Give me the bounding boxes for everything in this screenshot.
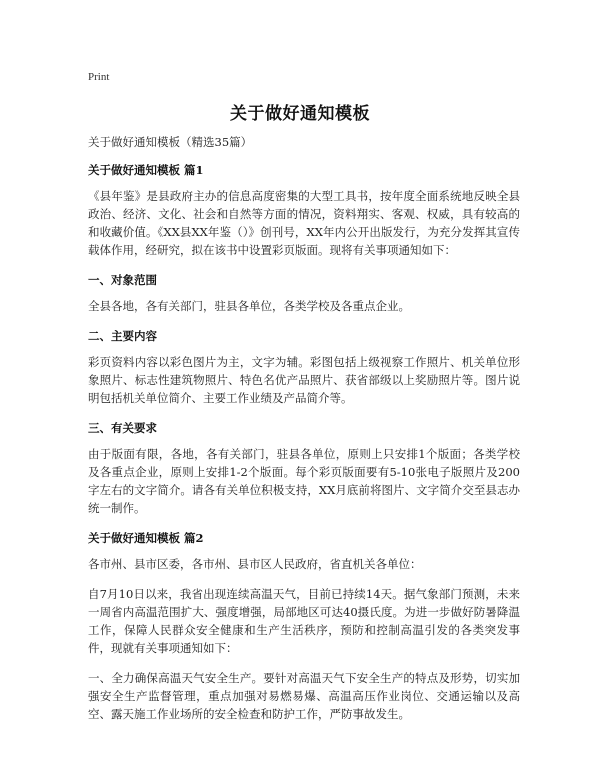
- article-paragraph: 自7月10日以来，我省出现连续高温天气，目前已持续14天。据气象部门预测，未来一周省内高温范围扩大、强度增强，局部地区可达40摄氏度。为进一步做好防暑降温工作，保障人民群众安全健康和生产生活秩序，预防和控制高温引发的各类突发事件，现就有关事项通知如下：: [88, 587, 520, 655]
- article-paragraph: 一、全力确保高温天气安全生产。要针对高温天气下安全生产的特点及形势，切实加强安全生产监督管理，重点加强对易燃易爆、高温高压作业岗位、交通运输以及高空、露天施工作业场所的安全检查和防护工作，严防事故发生。: [88, 671, 520, 721]
- article-heading: 关于做好通知模板 篇1: [88, 163, 204, 177]
- section-text-content: 彩页资料内容以彩色图片为主，文字为辅。彩图包括上级视察工作照片、机关单位形象照片、标志性建筑物照片、特色名优产品照片、获省部级以上奖励照片等。图片说明包括机关单位简介、主要工作业绩及产品简介等。: [88, 355, 520, 405]
- article-intro: 《县年鉴》是县政府主办的信息高度密集的大型工具书，按年度全面系统地反映全县政治、经济、文化、社会和自然等方面的情况，资料翔实、客观、权威，具有较高的和收藏价值。《XX县XX年鉴（）》创刊号，XX年内公开出版发行，为充分发挥其宣传载体作用，经研究，拟在该书中设置彩页版面。现将有关事项通知如下：: [88, 189, 520, 257]
- article-1: [88, 161, 520, 517]
- section-heading-requirements: 三、有关要求: [88, 421, 157, 435]
- article-heading: 关于做好通知模板 篇2: [88, 531, 204, 545]
- article-paragraph: 各市州、县市区委，各市州、县市区人民政府，省直机关各单位：: [88, 557, 422, 571]
- section-text-requirements: 由于版面有限，各地，各有关部门，驻县各单位，原则上只安排1个版面；各类学校及各重点企业，原则上安排1-2个版面。每个彩页版面要有5-10张电子版照片及200字左右的文字简介。请各有关单位积极支持，XX月底前将图片、文字简介交至县志办统一制作。: [88, 447, 520, 515]
- article-2: [88, 529, 520, 723]
- section-text-scope: 全县各地，各有关部门，驻县各单位，各类学校及各重点企业。: [88, 299, 410, 313]
- section-heading-scope: 一、对象范围: [88, 273, 157, 287]
- document-subtitle: 关于做好通知模板（精选35篇）: [88, 135, 253, 149]
- page-title: 关于做好通知模板: [230, 104, 370, 124]
- print-label[interactable]: Print: [88, 71, 110, 83]
- section-heading-content: 二、主要内容: [88, 329, 157, 343]
- document-body: [88, 133, 520, 735]
